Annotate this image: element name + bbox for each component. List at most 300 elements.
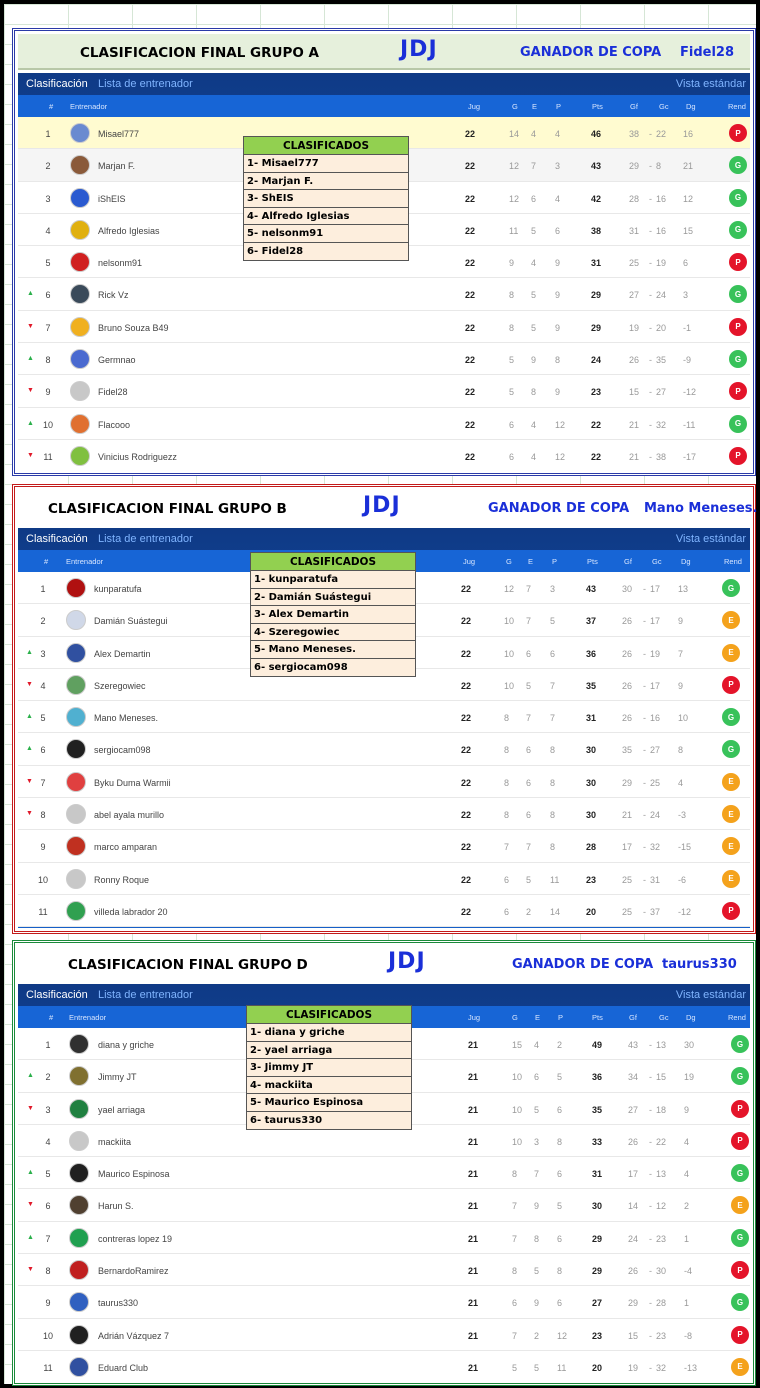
stat-gc: 18 [656,1104,667,1115]
stat-jug: 22 [461,648,472,659]
stat-gc: 12 [656,1201,667,1212]
form-badge: P [731,1261,749,1279]
stat-gc: 19 [650,648,661,659]
stat-g: 9 [509,258,515,269]
stat-dg: 13 [678,584,689,594]
stat-dg: 4 [684,1169,690,1180]
header-pts[interactable]: Pts [592,1013,603,1022]
form-badge: P [731,1132,749,1150]
header-dg[interactable]: Dg [686,102,696,111]
tab-clasificacion[interactable]: Clasificación [26,989,88,1001]
stat-gc: 20 [656,322,667,333]
stat-pts: 20 [592,1362,603,1373]
table-row[interactable] [18,408,750,440]
tab-vista-estandar[interactable]: Vista estándar [675,78,746,90]
qualified-list-title: CLASIFICADOS [244,137,408,155]
table-row[interactable] [18,1286,750,1318]
score-separator: - [649,1104,652,1115]
stat-g: 10 [512,1136,523,1147]
header-dg[interactable]: Dg [686,1013,696,1022]
stat-pts: 31 [591,258,602,269]
form-badge: P [731,1326,749,1344]
stat-pts: 33 [592,1136,603,1147]
header-jug[interactable]: Jug [468,1013,481,1022]
header-rend[interactable]: Rend [724,557,742,566]
cup-winner-name: taurus330 [662,957,737,972]
coach-name[interactable]: Fidel28 [98,387,128,398]
stat-p: 8 [550,810,556,821]
header-e[interactable]: E [528,557,534,566]
score-separator: - [643,777,646,788]
stat-pts: 30 [592,1201,603,1212]
stat-gc: 31 [650,874,661,885]
table-row[interactable] [18,1157,750,1189]
stat-gf: 21 [629,419,640,430]
stat-gf: 26 [622,680,633,691]
stat-g: 5 [509,387,515,398]
header-pts[interactable]: Pts [592,102,603,111]
qualified-item: 5- Mano Meneses. [251,641,415,659]
header-p[interactable]: P [552,557,558,566]
stat-gc: 37 [650,906,661,917]
score-separator: - [649,451,652,462]
stat-e: 5 [526,680,532,691]
coach-name[interactable]: contreras lopez 19 [98,1233,173,1244]
header-coach[interactable]: Entrenador [70,102,108,111]
table-row[interactable] [18,798,750,830]
tab-clasificacion[interactable]: Clasificación [26,533,88,545]
table-row[interactable] [18,278,750,310]
table-row[interactable] [18,1189,750,1221]
stat-dg: 30 [684,1040,695,1050]
avatar [69,1195,89,1215]
stat-dg: 1 [684,1233,690,1244]
header-num[interactable]: # [49,102,54,111]
avatar [69,1260,89,1280]
stat-e: 6 [526,745,532,756]
stat-jug: 22 [465,129,476,139]
trend-up-icon: ▲ [27,355,34,363]
stat-jug: 22 [465,258,476,269]
table-row[interactable] [18,1351,750,1380]
stat-gc: 16 [656,225,667,236]
qualified-item: 4- Szeregowiec [251,624,415,642]
table-row[interactable] [18,375,750,407]
header-jug[interactable]: Jug [468,102,481,111]
avatar [69,1292,89,1312]
qualified-item: 3- Alex Demartin [251,606,415,624]
tab-vista-estandar[interactable]: Vista estándar [675,989,746,1001]
stat-pts: 36 [592,1072,603,1083]
stat-e: 4 [531,419,537,430]
score-separator: - [649,1298,652,1309]
table-row[interactable] [18,830,750,862]
table-row[interactable] [18,733,750,765]
group-b-section [12,484,756,934]
trend-down-icon: ▼ [27,1104,34,1112]
header-dg[interactable]: Dg [681,557,691,566]
stat-pts: 20 [586,906,597,917]
table-row[interactable] [18,895,750,927]
form-badge: G [729,350,747,368]
stat-p: 4 [555,193,561,204]
group-d-section [12,940,756,1386]
stat-gc: 13 [656,1040,667,1050]
header-coach[interactable]: Entrenador [66,557,104,566]
stat-jug: 22 [465,161,476,172]
tab-lista-entrenador[interactable]: Lista de entrenador [98,989,193,1001]
stat-dg: -9 [683,355,692,366]
coach-name[interactable]: Maurico Espinosa [98,1169,170,1180]
stat-pts: 49 [592,1040,603,1050]
stat-p: 9 [555,290,561,301]
header-rend[interactable]: Rend [728,1013,746,1022]
header-e[interactable]: E [535,1013,541,1022]
stat-pts: 23 [591,387,602,398]
coach-name[interactable]: BernardoRamirez [98,1266,169,1277]
score-separator: - [649,225,652,236]
position-number: 8 [45,355,51,366]
stat-gf: 29 [622,777,633,788]
stat-dg: -11 [683,419,696,430]
table-row[interactable] [18,1254,750,1286]
form-badge: P [729,447,747,465]
header-gc[interactable]: Gc [652,557,662,566]
coach-name[interactable]: yael arriaga [98,1104,146,1115]
form-badge: G [731,1035,749,1053]
stat-e: 7 [526,842,532,853]
coach-name[interactable]: Germnao [98,355,136,366]
table-row[interactable] [18,863,750,895]
stat-g: 7 [512,1233,518,1244]
trend-down-icon: ▼ [26,810,33,818]
coach-name[interactable]: Flacooo [98,419,131,430]
table-row[interactable] [18,311,750,343]
coach-name[interactable]: Ronny Roque [94,874,150,885]
score-separator: - [649,1040,652,1050]
stat-g: 11 [509,225,519,236]
stat-gf: 26 [622,713,633,724]
stat-gf: 25 [622,906,633,917]
stat-e: 5 [534,1362,540,1373]
stat-gf: 28 [629,193,640,204]
qualified-item: 1- Misael777 [244,155,408,173]
avatar [66,869,86,889]
coach-name[interactable]: Szeregowiec [94,680,146,691]
trend-down-icon: ▼ [27,1266,34,1274]
stat-p: 8 [557,1136,563,1147]
coach-name[interactable]: Jimmy JT [98,1072,137,1083]
form-badge: E [731,1196,749,1214]
stat-dg: 4 [684,1136,690,1147]
stat-p: 6 [550,648,556,659]
tab-lista-entrenador[interactable]: Lista de entrenador [98,78,193,90]
table-row[interactable] [18,1319,750,1351]
header-coach[interactable]: Entrenador [69,1013,107,1022]
stat-gc: 32 [656,419,667,430]
stat-gf: 15 [629,387,640,398]
header-e[interactable]: E [532,102,538,111]
stat-dg: -3 [678,810,687,821]
stat-jug: 22 [465,290,476,301]
stat-p: 6 [557,1233,563,1244]
score-separator: - [649,355,652,366]
stat-pts: 22 [591,419,602,430]
table-row[interactable] [18,1222,750,1254]
score-separator: - [643,584,646,594]
stat-e: 9 [534,1298,540,1309]
avatar [70,220,90,240]
coach-name[interactable]: villeda labrador 20 [94,906,168,917]
header-rend[interactable]: Rend [728,102,746,111]
avatar [69,1066,89,1086]
stat-gc: 22 [656,129,667,139]
position-number: 7 [40,777,46,788]
coach-name[interactable]: Rick Vz [98,290,129,301]
qualified-list [246,1005,412,1130]
stat-pts: 43 [591,161,602,172]
coach-name[interactable]: Byku Duma Warmii [94,777,171,788]
stat-g: 8 [504,810,510,821]
position-number: 10 [42,419,53,430]
stat-gf: 43 [628,1040,639,1050]
form-badge: E [722,870,740,888]
stat-dg: 21 [683,161,694,172]
stat-gf: 34 [628,1072,639,1083]
avatar [66,707,86,727]
stat-pts: 22 [591,451,602,462]
stat-p: 11 [550,874,560,885]
stat-gf: 26 [622,648,633,659]
avatar [66,610,86,630]
stat-dg: 8 [678,745,684,756]
coach-name[interactable]: Alex Demartin [94,648,151,659]
coach-name[interactable]: marco amparan [94,842,158,853]
avatar [70,446,90,466]
stat-gf: 26 [628,1266,639,1277]
stat-pts: 46 [591,129,602,139]
coach-name[interactable]: Mano Meneses. [94,713,159,724]
stat-dg: -6 [678,874,687,885]
stat-e: 5 [526,874,532,885]
stat-e: 5 [534,1104,540,1115]
score-separator: - [649,290,652,301]
position-number: 9 [45,387,51,398]
coach-name[interactable]: Alfredo Iglesias [98,225,160,236]
stat-p: 4 [555,129,561,139]
qualified-item: 1- diana y griche [247,1024,411,1042]
stat-pts: 30 [586,745,597,756]
stat-jug: 22 [465,451,476,462]
stat-g: 8 [504,713,510,724]
stat-dg: 4 [678,777,684,788]
form-badge: G [729,285,747,303]
header-g[interactable]: G [512,102,518,111]
coach-name[interactable]: Misael777 [98,129,140,139]
coach-name[interactable]: nelsonm91 [98,258,143,269]
avatar [70,317,90,337]
stat-g: 10 [504,648,515,659]
stat-pts: 27 [592,1298,603,1309]
stat-g: 6 [504,906,510,917]
coach-name[interactable]: Harun S. [98,1201,134,1212]
coach-name[interactable]: iShEIS [98,193,126,204]
view-tabs [18,528,750,550]
stat-pts: 31 [592,1169,603,1180]
score-separator: - [649,1266,652,1277]
form-badge: P [729,253,747,271]
score-separator: - [643,616,646,627]
header-gf[interactable]: Gf [630,102,638,111]
score-separator: - [649,1136,652,1147]
trend-down-icon: ▼ [27,451,34,459]
position-number: 2 [45,161,51,172]
stat-e: 7 [526,584,532,594]
coach-name[interactable]: Damián Suástegui [94,616,168,627]
stat-p: 9 [555,387,561,398]
qualified-list-title: CLASIFICADOS [251,553,415,571]
coach-name[interactable]: diana y griche [98,1040,155,1050]
header-jug[interactable]: Jug [463,557,476,566]
header-p[interactable]: P [556,102,562,111]
stat-pts: 24 [591,355,602,366]
stat-gf: 24 [628,1233,639,1244]
stat-p: 12 [555,419,566,430]
qualified-item: 2- Marjan F. [244,173,408,191]
stat-gf: 19 [629,322,640,333]
table-row[interactable] [18,440,750,470]
coach-name[interactable]: Adrián Vázquez 7 [98,1330,170,1341]
trend-down-icon: ▼ [26,680,33,688]
coach-name[interactable]: sergiocam098 [94,745,151,756]
coach-name[interactable]: Marjan F. [98,161,136,172]
stat-p: 6 [555,225,561,236]
avatar [66,739,86,759]
stat-g: 7 [512,1330,518,1341]
avatar [69,1163,89,1183]
form-badge: G [731,1067,749,1085]
stat-pts: 35 [586,680,597,691]
coach-name[interactable]: kunparatufa [94,584,142,594]
coach-name[interactable]: Eduard Club [98,1362,149,1373]
score-separator: - [649,1201,652,1212]
header-pts[interactable]: Pts [587,557,598,566]
stat-e: 7 [531,161,537,172]
cup-winner-label: GANADOR DE COPA [488,501,630,516]
stat-gf: 29 [628,1298,639,1309]
position-number: 1 [45,1040,51,1050]
header-gc[interactable]: Gc [659,102,669,111]
stat-gf: 17 [628,1169,639,1180]
stat-e: 8 [531,387,537,398]
stat-jug: 21 [468,1298,479,1309]
cup-winner-name: Mano Meneses. [644,501,758,516]
stat-gf: 17 [622,842,633,853]
trend-up-icon: ▲ [27,419,34,427]
stat-g: 8 [512,1169,518,1180]
stat-dg: 3 [683,290,689,301]
position-number: 5 [45,258,51,269]
coach-name[interactable]: taurus330 [98,1298,139,1309]
stat-pts: 29 [591,322,602,333]
position-number: 7 [45,1233,51,1244]
stat-jug: 22 [461,745,472,756]
avatar [66,901,86,921]
stat-gf: 27 [628,1104,639,1115]
stat-e: 5 [531,322,537,333]
header-p[interactable]: P [558,1013,564,1022]
coach-name[interactable]: Vinicius Rodriguezz [98,451,177,462]
stat-p: 5 [557,1201,563,1212]
trend-up-icon: ▲ [27,290,34,298]
table-row[interactable] [18,343,750,375]
form-badge: E [722,773,740,791]
coach-name[interactable]: Bruno Souza B49 [98,322,169,333]
tab-lista-entrenador[interactable]: Lista de entrenador [98,533,193,545]
stat-gc: 27 [656,387,667,398]
avatar [66,578,86,598]
score-separator: - [643,745,646,756]
header-gf[interactable]: Gf [629,1013,637,1022]
stat-p: 3 [550,584,556,594]
stat-dg: 9 [678,616,684,627]
header-g[interactable]: G [506,557,512,566]
form-badge: E [722,644,740,662]
stat-pts: 29 [592,1233,603,1244]
table-row[interactable] [18,766,750,798]
stat-g: 6 [512,1298,518,1309]
stat-dg: -12 [683,387,697,398]
stat-e: 7 [534,1169,540,1180]
header-gc[interactable]: Gc [659,1013,669,1022]
header-g[interactable]: G [512,1013,518,1022]
coach-name[interactable]: abel ayala murillo [94,810,165,821]
view-tabs [18,984,750,1006]
stat-g: 8 [509,290,515,301]
stat-g: 12 [509,193,520,204]
stat-jug: 22 [465,322,476,333]
stat-pts: 36 [586,648,597,659]
avatar [66,836,86,856]
stat-gc: 23 [656,1330,667,1341]
position-number: 4 [45,225,51,236]
table-row[interactable] [18,701,750,733]
stat-pts: 37 [586,616,597,627]
stat-dg: -15 [678,842,692,853]
stat-gc: 22 [656,1136,667,1147]
tab-vista-estandar[interactable]: Vista estándar [675,533,746,545]
header-num[interactable]: # [44,557,49,566]
stat-dg: 2 [684,1201,690,1212]
coach-name[interactable]: mackiita [98,1136,132,1147]
qualified-item: 6- Fidel28 [244,243,408,261]
stat-p: 8 [550,745,556,756]
trend-up-icon: ▲ [27,1233,34,1241]
jdj-logo-text: JDJ [363,493,401,518]
form-badge: G [731,1164,749,1182]
position-number: 4 [40,680,46,691]
header-num[interactable]: # [49,1013,54,1022]
stat-e: 6 [534,1072,540,1083]
tab-clasificacion[interactable]: Clasificación [26,78,88,90]
header-gf[interactable]: Gf [624,557,632,566]
trend-up-icon: ▲ [27,1072,34,1080]
qualified-list [250,552,416,677]
stat-g: 8 [509,322,515,333]
stat-e: 7 [526,616,532,627]
stat-g: 10 [512,1104,523,1115]
position-number: 8 [45,1266,51,1277]
